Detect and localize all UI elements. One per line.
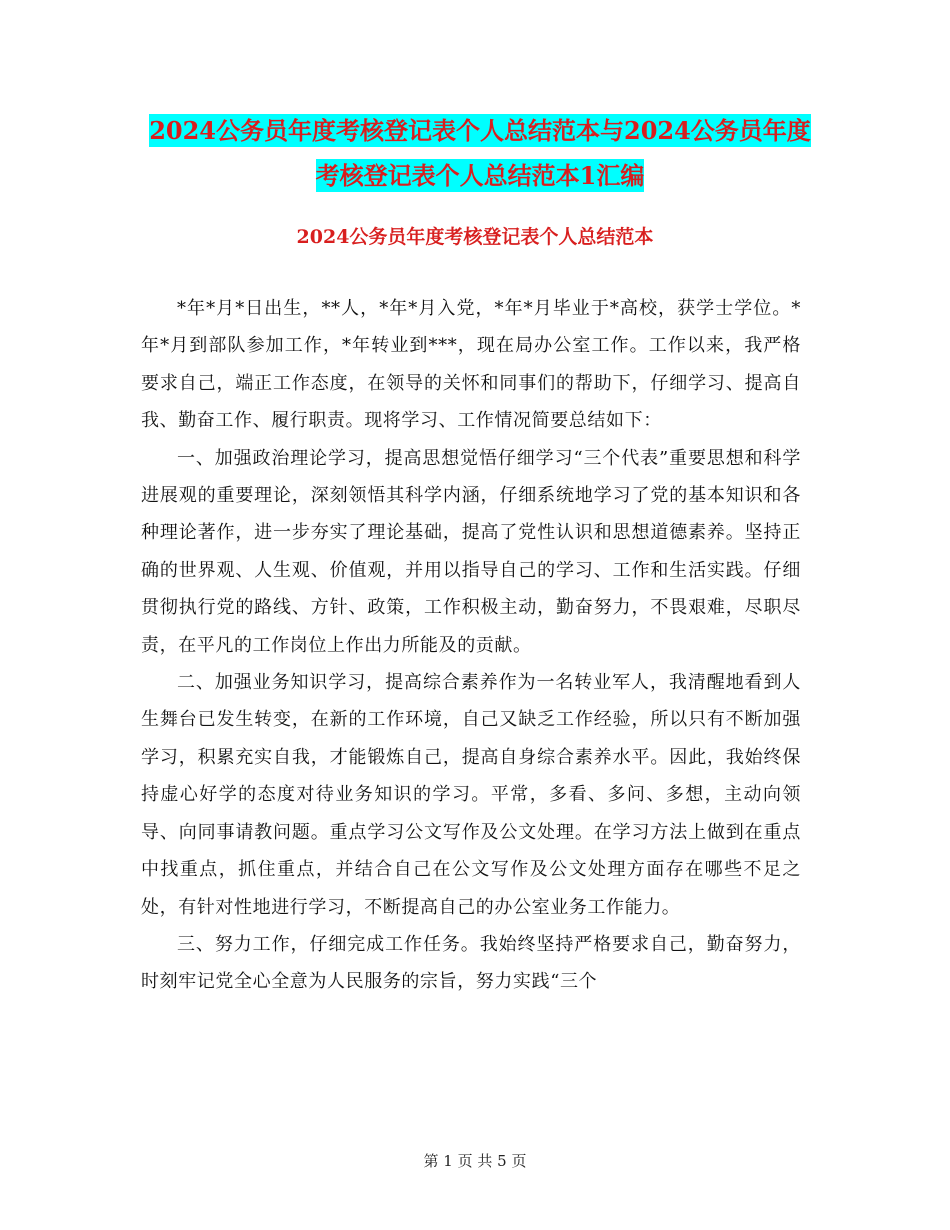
paragraph-business-study: 二、加强业务知识学习，提高综合素养作为一名转业军人，我清醒地看到人生舞台已发生转变，在新的工作环境，自己又缺乏工作经验，所以只有不断加强学习，积累充实自我，才能锻炼自己，提高自身综合素养水平。因此，我始终保持虚心好学的态度对待业务知识的学习。平常，多看、多问、多想，主动向领导、向同事请教问题。重点学习公文写作及公文处理。在学习方法上做到在重点中找重点，抓住重点，并结合自己在公文写作及公文处理方面存在哪些不足之处，有针对性地进行学习，不断提高自己的办公室业务工作能力。 (141, 672, 801, 918)
document-title-text: 2024公务员年度考核登记表个人总结范本与2024公务员年度考核登记表个人总结范本1汇编 (149, 116, 811, 190)
document-body (141, 290, 801, 1001)
paragraph-intro: *年*月*日出生，**人，*年*月入党，*年*月毕业于*高校，获学士学位。*年*月到部队参加工作，*年转业到***，现在局办公室工作。工作以来，我严格要求自己，端正工作态度，在领导的关怀和同事们的帮助下，仔细学习、提高自我、勤奋工作、履行职责。现将学习、工作情况简要总结如下： (141, 298, 801, 432)
paragraph-work-tasks: 三、努力工作，仔细完成工作任务。我始终坚持严格要求自己，勤奋努力，时刻牢记党全心全意为人民服务的宗旨，努力实践“三个 (141, 933, 801, 993)
document-title (140, 108, 820, 198)
section-title: 2024公务员年度考核登记表个人总结范本 (296, 226, 654, 248)
page-footer: 第 1 页 共 5 页 (423, 1152, 527, 1170)
paragraph-political-study: 一、加强政治理论学习，提高思想觉悟仔细学习“三个代表”重要思想和科学进展观的重要理论，深刻领悟其科学内涵，仔细系统地学习了党的基本知识和各种理论著作，进一步夯实了理论基础，提高了党性认识和思想道德素养。坚持正确的世界观、人生观、价值观，并用以指导自己的学习、工作和生活实践。仔细贯彻执行党的路线、方针、政策，工作积极主动，勤奋努力，不畏艰难，尽职尽责，在平凡的工作岗位上作出力所能及的贡献。 (141, 447, 801, 656)
